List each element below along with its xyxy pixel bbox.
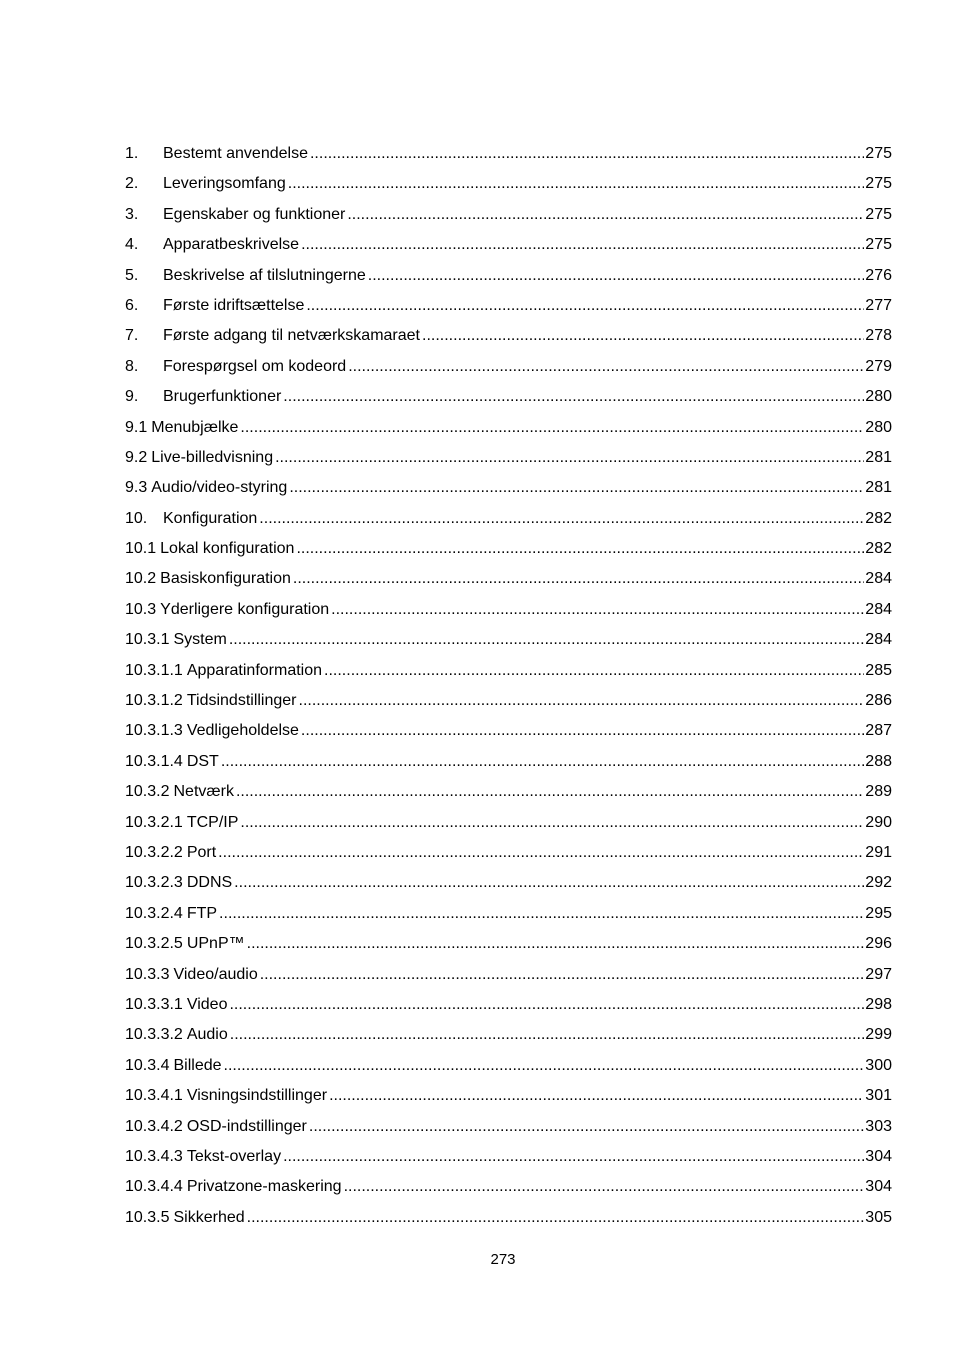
toc-entry[interactable] bbox=[125, 1203, 892, 1233]
toc-entry-number: 6. bbox=[125, 296, 139, 314]
toc-entry-page: 304 bbox=[865, 1147, 892, 1165]
toc-entry-page: 299 bbox=[865, 1026, 892, 1044]
toc-entry[interactable] bbox=[125, 534, 892, 564]
toc-dot-leader bbox=[257, 504, 864, 534]
toc-entry-number: 9.2 bbox=[125, 448, 148, 466]
table-of-contents bbox=[125, 139, 892, 1233]
toc-entry-number: 1. bbox=[125, 145, 139, 162]
toc-entry-title: Tekst-overlay bbox=[186, 1147, 282, 1165]
toc-entry-number: 10.3 bbox=[125, 600, 157, 618]
toc-entry[interactable] bbox=[125, 1081, 892, 1111]
toc-dot-leader bbox=[346, 352, 864, 382]
toc-entry-title: Menubjælke bbox=[151, 418, 239, 436]
toc-entry-page: 289 bbox=[865, 783, 892, 801]
toc-dot-leader bbox=[217, 899, 864, 929]
toc-entry-page: 282 bbox=[865, 540, 892, 558]
toc-entry-number: 10.3.4.2 bbox=[125, 1117, 183, 1135]
toc-entry-number: 9. bbox=[125, 388, 139, 406]
toc-entry[interactable] bbox=[125, 1172, 892, 1202]
toc-entry[interactable] bbox=[125, 443, 892, 473]
toc-entry-page: 275 bbox=[865, 236, 892, 254]
toc-entry[interactable] bbox=[125, 473, 892, 503]
toc-dot-leader bbox=[299, 230, 864, 260]
toc-entry-title: Første idriftsættelse bbox=[163, 296, 305, 314]
toc-entry-page: 275 bbox=[865, 145, 892, 162]
toc-entry-page: 288 bbox=[865, 752, 892, 770]
toc-entry[interactable] bbox=[125, 1051, 892, 1081]
toc-entry-page: 298 bbox=[865, 995, 892, 1013]
toc-entry-page: 280 bbox=[865, 388, 892, 406]
toc-dot-leader bbox=[219, 747, 864, 777]
toc-entry-page: 278 bbox=[865, 327, 892, 345]
toc-entry-number: 10. bbox=[125, 509, 148, 527]
toc-dot-leader bbox=[222, 1051, 864, 1081]
toc-dot-leader bbox=[297, 686, 865, 716]
toc-entry-page: 300 bbox=[865, 1056, 892, 1074]
toc-entry-title: Sikkerhed bbox=[173, 1208, 245, 1226]
toc-entry-number: 10.3.2 bbox=[125, 783, 170, 801]
toc-entry-page: 285 bbox=[865, 661, 892, 679]
toc-entry-number: 9.3 bbox=[125, 479, 148, 497]
toc-entry-number: 10.3.2.2 bbox=[125, 843, 183, 861]
toc-entry-page: 275 bbox=[865, 205, 892, 223]
toc-entry-number: 10.3.2.1 bbox=[125, 813, 183, 831]
toc-entry-page: 275 bbox=[865, 175, 892, 193]
toc-entry[interactable] bbox=[125, 716, 892, 746]
toc-entry-number: 10.3.1.1 bbox=[125, 661, 183, 679]
toc-entry[interactable] bbox=[125, 1142, 892, 1172]
toc-dot-leader bbox=[281, 1142, 864, 1172]
toc-entry-page: 279 bbox=[865, 357, 892, 375]
toc-entry-title: Port bbox=[186, 843, 217, 861]
toc-entry-number: 10.3.3 bbox=[125, 965, 170, 983]
toc-entry-number: 10.3.5 bbox=[125, 1208, 170, 1226]
toc-entry-page: 291 bbox=[865, 843, 892, 861]
toc-dot-leader bbox=[342, 1172, 864, 1202]
toc-entry-title: Konfiguration bbox=[163, 509, 258, 527]
toc-entry-number: 10.2 bbox=[125, 570, 157, 588]
toc-dot-leader bbox=[232, 868, 864, 898]
toc-entry-page: 276 bbox=[865, 266, 892, 284]
toc-entry-number: 10.3.2.5 bbox=[125, 935, 183, 953]
toc-entry[interactable] bbox=[125, 200, 892, 230]
toc-dot-leader bbox=[299, 716, 864, 746]
toc-dot-leader bbox=[227, 990, 864, 1020]
toc-dot-leader bbox=[307, 1112, 864, 1142]
toc-entry-page: 303 bbox=[865, 1117, 892, 1135]
toc-entry-number: 10.1 bbox=[125, 540, 157, 558]
toc-entry-title: Audio/video-styring bbox=[151, 479, 288, 497]
toc-dot-leader bbox=[366, 261, 864, 291]
toc-entry[interactable] bbox=[125, 777, 892, 807]
toc-entry-title: Vedligeholdelse bbox=[186, 722, 299, 740]
toc-entry-title: FTP bbox=[186, 904, 218, 922]
toc-entry[interactable] bbox=[125, 413, 892, 443]
toc-dot-leader bbox=[238, 808, 864, 838]
toc-entry[interactable] bbox=[125, 169, 892, 199]
toc-entry-title: Apparatbeskrivelse bbox=[163, 236, 300, 254]
toc-dot-leader bbox=[304, 291, 864, 321]
toc-entry-page: 284 bbox=[865, 570, 892, 588]
toc-dot-leader bbox=[291, 564, 864, 594]
toc-dot-leader bbox=[420, 321, 864, 351]
toc-dot-leader bbox=[281, 382, 864, 412]
toc-entry-page: 305 bbox=[865, 1208, 892, 1226]
toc-entry[interactable] bbox=[125, 291, 892, 321]
toc-entry[interactable] bbox=[125, 625, 892, 655]
toc-dot-leader bbox=[287, 473, 864, 503]
toc-entry-number: 10.3.2.3 bbox=[125, 874, 183, 892]
toc-dot-leader bbox=[345, 200, 864, 230]
toc-entry-page: 284 bbox=[865, 631, 892, 649]
toc-dot-leader bbox=[258, 960, 864, 990]
toc-entry-page: 297 bbox=[865, 965, 892, 983]
toc-entry-title: Egenskaber og funktioner bbox=[163, 205, 346, 223]
toc-entry-number: 4. bbox=[125, 236, 139, 254]
toc-entry[interactable] bbox=[125, 686, 892, 716]
toc-entry-page: 277 bbox=[865, 296, 892, 314]
toc-entry-title: Apparatinformation bbox=[186, 661, 323, 679]
toc-entry-title: OSD-indstillinger bbox=[186, 1117, 307, 1135]
toc-entry[interactable] bbox=[125, 139, 892, 169]
toc-entry[interactable] bbox=[125, 929, 892, 959]
toc-dot-leader bbox=[238, 413, 864, 443]
toc-entry[interactable] bbox=[125, 868, 892, 898]
toc-entry[interactable] bbox=[125, 382, 892, 412]
toc-entry-number: 10.3.4.4 bbox=[125, 1178, 183, 1196]
toc-entry-number: 10.3.4.3 bbox=[125, 1147, 183, 1165]
toc-entry-page: 281 bbox=[865, 479, 892, 497]
toc-entry[interactable] bbox=[125, 899, 892, 929]
toc-entry-page: 282 bbox=[865, 509, 892, 527]
toc-entry-title: Video bbox=[186, 995, 228, 1013]
toc-entry-number: 10.3.1.4 bbox=[125, 752, 183, 770]
toc-dot-leader bbox=[286, 169, 864, 199]
toc-entry-page: 286 bbox=[865, 692, 892, 710]
toc-entry-title: Video/audio bbox=[173, 965, 258, 983]
toc-entry-title: Privatzone-maskering bbox=[186, 1178, 342, 1196]
toc-entry-number: 10.3.4 bbox=[125, 1056, 170, 1074]
toc-dot-leader bbox=[227, 625, 864, 655]
toc-entry-number: 10.3.1.2 bbox=[125, 692, 183, 710]
toc-entry[interactable] bbox=[125, 808, 892, 838]
toc-entry-title: DST bbox=[186, 752, 219, 770]
toc-entry[interactable] bbox=[125, 504, 892, 534]
toc-dot-leader bbox=[308, 139, 864, 169]
toc-entry[interactable] bbox=[125, 321, 892, 351]
toc-entry-page: 284 bbox=[865, 600, 892, 618]
toc-entry-number: 10.3.2.4 bbox=[125, 904, 183, 922]
toc-dot-leader bbox=[245, 1203, 864, 1233]
toc-dot-leader bbox=[329, 595, 864, 625]
toc-entry[interactable] bbox=[125, 352, 892, 382]
toc-entry-title: Audio bbox=[186, 1026, 228, 1044]
toc-entry-title: Forespørgsel om kodeord bbox=[163, 357, 347, 375]
toc-entry-title: Visningsindstillinger bbox=[186, 1087, 328, 1105]
toc-entry-page: 296 bbox=[865, 935, 892, 953]
toc-entry-page: 280 bbox=[865, 418, 892, 436]
toc-entry-title: Første adgang til netværkskamaraet bbox=[163, 327, 420, 345]
toc-entry-page: 295 bbox=[865, 904, 892, 922]
toc-entry-title: Basiskonfiguration bbox=[160, 570, 291, 588]
toc-entry-title: Brugerfunktioner bbox=[163, 388, 282, 406]
toc-entry-number: 10.3.1.3 bbox=[125, 722, 183, 740]
toc-entry-page: 281 bbox=[865, 448, 892, 466]
toc-entry-number: 5. bbox=[125, 266, 139, 284]
toc-entry[interactable] bbox=[125, 564, 892, 594]
toc-entry-page: 292 bbox=[865, 874, 892, 892]
toc-dot-leader bbox=[294, 534, 864, 564]
toc-entry-title: Beskrivelse af tilslutningerne bbox=[163, 266, 366, 284]
toc-entry-title: Live-billedvisning bbox=[151, 448, 274, 466]
toc-entry-page: 301 bbox=[865, 1087, 892, 1105]
toc-entry[interactable] bbox=[125, 230, 892, 260]
toc-dot-leader bbox=[216, 838, 864, 868]
toc-entry-number: 8. bbox=[125, 357, 139, 375]
toc-entry-title: System bbox=[173, 631, 227, 649]
toc-entry[interactable] bbox=[125, 990, 892, 1020]
toc-entry-title: Bestemt anvendelse bbox=[163, 145, 308, 162]
toc-entry-number: 3. bbox=[125, 205, 139, 223]
toc-dot-leader bbox=[234, 777, 864, 807]
toc-entry-title: Billede bbox=[173, 1056, 222, 1074]
toc-entry-number: 10.3.3.1 bbox=[125, 995, 183, 1013]
toc-entry-title: Lokal konfiguration bbox=[160, 540, 295, 558]
toc-entry[interactable] bbox=[125, 838, 892, 868]
toc-entry-number: 7. bbox=[125, 327, 139, 345]
toc-entry[interactable] bbox=[125, 261, 892, 291]
toc-entry[interactable] bbox=[125, 1020, 892, 1050]
toc-entry-page: 304 bbox=[865, 1178, 892, 1196]
toc-entry[interactable] bbox=[125, 656, 892, 686]
toc-entry-number: 2. bbox=[125, 175, 139, 193]
toc-entry-title: Netværk bbox=[173, 783, 234, 801]
toc-entry-page: 290 bbox=[865, 813, 892, 831]
toc-entry-number: 10.3.3.2 bbox=[125, 1026, 183, 1044]
toc-entry-title: Yderligere konfiguration bbox=[160, 600, 330, 618]
toc-entry[interactable] bbox=[125, 960, 892, 990]
toc-dot-leader bbox=[327, 1081, 864, 1111]
toc-dot-leader bbox=[245, 929, 864, 959]
toc-entry-title: Tidsindstillinger bbox=[186, 692, 297, 710]
toc-dot-leader bbox=[273, 443, 864, 473]
toc-entry-number: 10.3.1 bbox=[125, 631, 170, 649]
toc-entry-number: 9.1 bbox=[125, 418, 148, 436]
toc-entry-title: TCP/IP bbox=[186, 813, 239, 831]
toc-entry-number: 10.3.4.1 bbox=[125, 1087, 183, 1105]
toc-entry-page: 287 bbox=[865, 722, 892, 740]
toc-entry-title: Leveringsomfang bbox=[163, 175, 286, 193]
toc-dot-leader bbox=[322, 656, 864, 686]
page-number: 273 bbox=[490, 1251, 516, 1268]
toc-entry[interactable] bbox=[125, 1112, 892, 1142]
toc-entry-title: DDNS bbox=[186, 874, 233, 892]
toc-entry[interactable] bbox=[125, 595, 892, 625]
toc-dot-leader bbox=[228, 1020, 864, 1050]
toc-entry[interactable] bbox=[125, 747, 892, 777]
toc-entry-title: UPnP™ bbox=[186, 935, 245, 953]
